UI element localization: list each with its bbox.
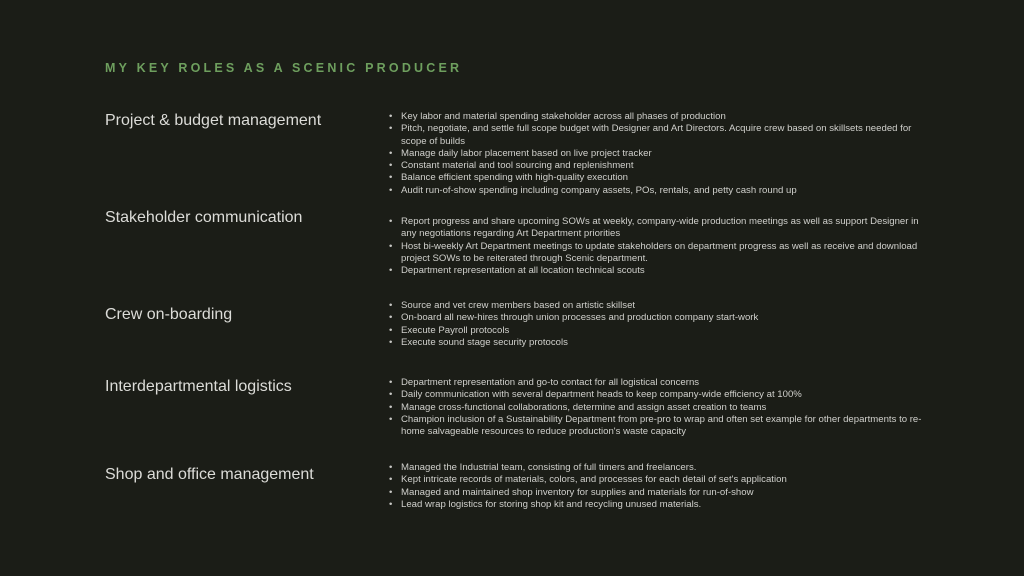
list-item: • Audit run-of-show spending including company assets, POs, rentals, and petty cash round up — [388, 185, 933, 197]
list-item: • Key labor and material spending stakeholder across all phases of production — [388, 111, 933, 123]
list-item: • Daily communication with several department heads to keep company-wide efficiency at 100% — [388, 389, 933, 401]
section-heading: Interdepartmental logistics — [105, 378, 292, 395]
list-item: • Kept intricate records of materials, colors, and processes for each detail of set's application — [388, 474, 933, 486]
list-item: • Lead wrap logistics for storing shop kit and recycling unused materials. — [388, 499, 933, 511]
bullet-list — [388, 462, 933, 511]
list-item: • Department representation at all location technical scouts — [388, 265, 933, 277]
bullet-list — [388, 216, 933, 277]
section-heading: Project & budget management — [105, 112, 322, 129]
bullet-list — [388, 377, 933, 438]
list-item: • Balance efficient spending with high-quality execution — [388, 172, 933, 184]
list-item: • Department representation and go-to contact for all logistical concerns — [388, 377, 933, 389]
list-item: • Host bi-weekly Art Department meetings to update stakeholders on department progress as well as receive and download project SOWs to be reiterated through Scenic department. — [388, 241, 933, 266]
section-heading: Crew on-boarding — [105, 306, 233, 323]
page-title: MY KEY ROLES AS A SCENIC PRODUCER — [105, 61, 463, 75]
list-item: • Pitch, negotiate, and settle full scope budget with Designer and Art Directors. Acquire crew based on skillsets needed for scope of builds — [388, 123, 933, 148]
list-item: • On-board all new-hires through union processes and production company start-work — [388, 312, 933, 324]
list-item: • Report progress and share upcoming SOWs at weekly, company-wide production meetings as well as support Designer in any negotiations regarding Art Department priorities — [388, 216, 933, 241]
bullet-list — [388, 111, 933, 197]
list-item: • Execute sound stage security protocols — [388, 337, 933, 349]
list-item: • Managed the Industrial team, consisting of full timers and freelancers. — [388, 462, 933, 474]
section-heading: Stakeholder communication — [105, 209, 303, 226]
list-item: • Source and vet crew members based on artistic skillset — [388, 300, 933, 312]
list-item: • Managed and maintained shop inventory for supplies and materials for run-of-show — [388, 487, 933, 499]
section-heading: Shop and office management — [105, 466, 314, 483]
list-item: • Manage daily labor placement based on live project tracker — [388, 148, 933, 160]
list-item: • Execute Payroll protocols — [388, 325, 933, 337]
bullet-list — [388, 300, 933, 349]
list-item: • Manage cross-functional collaborations, determine and assign asset creation to teams — [388, 402, 933, 414]
list-item: • Constant material and tool sourcing and replenishment — [388, 160, 933, 172]
list-item: • Champion inclusion of a Sustainability Department from pre-pro to wrap and often set example for other departments to re-home salvageable resources to reduce production's waste capacity — [388, 414, 933, 439]
